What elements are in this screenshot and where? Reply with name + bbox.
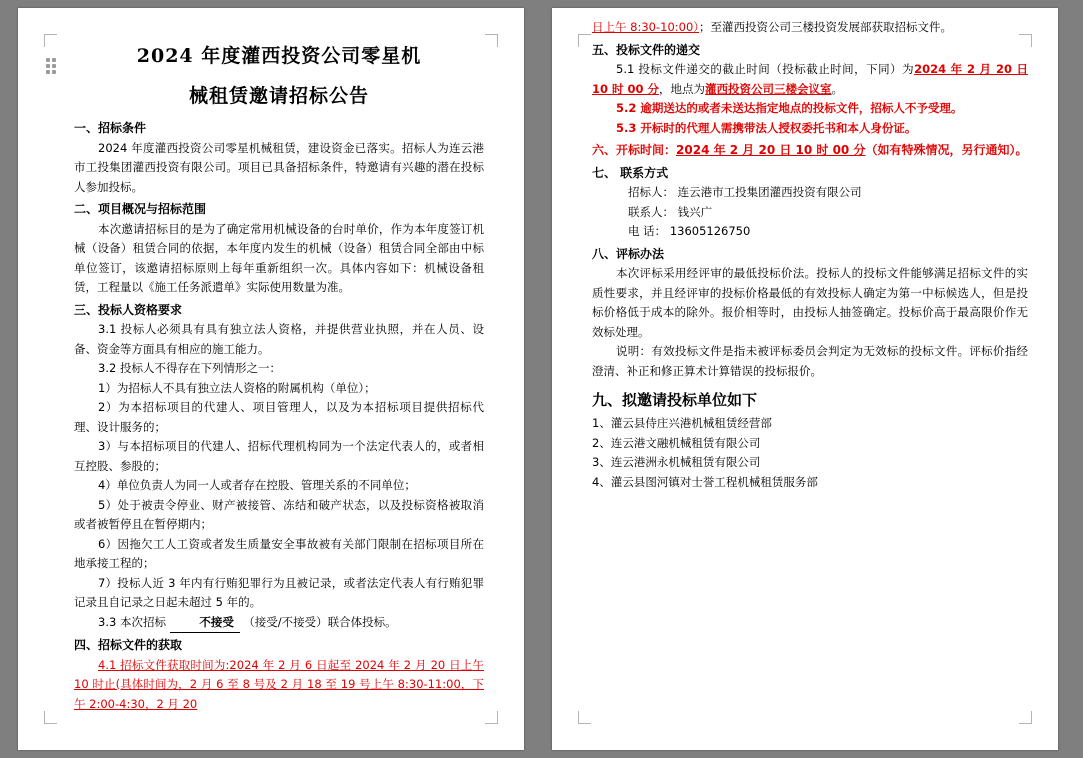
contact-row-person <box>592 203 1028 223</box>
section-3-item-3-1: 3.1 投标人必须具有具有独立法人资格，并提供营业执照，并在人员、设备、资金等方面具有相应的施工能力。 <box>74 322 484 356</box>
section-5-item-5-3: 5.3 开标时的代理人需携带法人授权委托书和本人身份证。 <box>616 120 917 135</box>
section-3-item-3: 3）与本招标项目的代建人、招标代理机构同为一个法定代表人的，或者相互控股、参股的； <box>74 439 484 473</box>
invited-bidder-item-4: 4、灌云县图河镇对士誉工程机械租赁服务部 <box>592 474 818 489</box>
section-3-item-4: 4）单位负责人为同一人或者存在控股、管理关系的不同单位； <box>98 478 416 492</box>
invited-bidder-item-1: 1、灌云县侍庄兴港机械租赁经营部 <box>592 416 772 430</box>
page-title-line1: 2024 年度灌西投资公司零星机 <box>136 45 422 67</box>
crop-mark-bottom-left-right-page <box>578 711 591 724</box>
item-5-1-text1: 5.1 投标文件递交的截止时间（投标截止时间，下同）为 <box>616 62 915 76</box>
continued-line <box>592 18 1028 38</box>
section-2-paragraph: 本次邀请招标目的是为了确定常用机械设备的台时单价，作为本年度签订机械（设备）租赁合同的依据，本年度内发生的机械（设备）租赁合同全部由中标单位签订，该邀请招标原则上每年重新组织一次。具体内容如下：机械设备租赁，工程量以《施工任务派遣单》实际使用数量为准。 <box>74 221 484 294</box>
section-heading-2: 二、项目概况与招标范围 <box>74 202 207 216</box>
crop-mark-top-left <box>44 34 57 47</box>
section-1-paragraph: 2024 年度灌西投资公司零星机械租赁，建设资金已落实。招标人为连云港市工投集团灌西投资有限公司。项目已具备招标条件，特邀请有兴趣的潜在投标人参加投标。 <box>74 140 484 194</box>
section-heading-1: 一、招标条件 <box>74 121 147 135</box>
invited-bidder-item-3: 3、连云港洲永机械租赁有限公司 <box>592 455 761 469</box>
section-heading-8: 八、评标办法 <box>592 246 665 261</box>
section-8-paragraph-2: 说明：有效投标文件是指未被评标委员会判定为无效标的投标文件。评标价指经澄清、补正和修正算术计算错误的投标报价。 <box>592 344 1028 378</box>
drag-handle-icon[interactable] <box>46 58 60 76</box>
section-3-item-6: 6）因拖欠工人工资或者发生质量安全事故被有关部门限制在招标项目所在地承接工程的； <box>74 536 484 570</box>
section-4-item-4-1: 4.1 招标文件获取时间为:2024 年 2 月 6 日起至 2024 年 2 月 20 日上午 10 时止(具体时间为，2 月 6 至 8 号及 2 月 18 至 19 号上午 8:30-11:00，下午 2:00-4:30，2 月 20 <box>74 657 484 711</box>
crop-mark-top-left-right-page <box>578 34 591 47</box>
crop-mark-top-right <box>485 34 498 47</box>
bid-location: 灌西投资公司三楼会议室 <box>705 81 832 96</box>
crop-mark-bottom-right <box>485 711 498 724</box>
section-heading-6 <box>592 141 1028 161</box>
crop-mark-bottom-left <box>44 711 57 724</box>
contact-row-tenderee <box>592 183 1028 203</box>
section-8-paragraph-1: 本次评标采用经评审的最低投标价法。投标人的投标文件能够满足招标文件的实质性要求，并且经评审的投标价格最低的有效投标人确定为第一中标候选人，但是投标价格低于成本的除外。报价相等时，由投标人抽签确定。投标价高于最高限价作无效标处理。 <box>592 266 1028 339</box>
contact-value-tenderee: 连云港市工投集团灌西投资有限公司 <box>677 185 862 199</box>
section-5-item-5-1 <box>592 60 1028 99</box>
section-3-item-3-3 <box>74 613 484 634</box>
right-page-content <box>592 18 1028 492</box>
page-title-line2: 械租赁邀请招标公告 <box>188 85 369 107</box>
contact-label-tenderee: 招标人： <box>628 185 674 199</box>
section-3-item-3-2: 3.2 投标人不得存在下列情形之一： <box>98 361 281 375</box>
contact-label-phone: 电 话： <box>628 224 667 238</box>
contact-label-person: 联系人： <box>628 204 674 219</box>
bid-deadline-datetime: 2024 年 2 月 20 日 10 时 00 分 <box>592 62 1028 96</box>
contact-row-phone <box>592 222 1028 242</box>
joint-bid-blank: 不接受 <box>170 613 240 634</box>
item-5-1-text3: ，地点为 <box>659 81 706 96</box>
continued-line-red: 日上午 8:30-10:00） <box>592 20 700 34</box>
crop-mark-bottom-right-right-page <box>1019 711 1032 724</box>
section-6-label: 六、开标时间： <box>592 143 677 157</box>
section-3-3-prefix: 3.3 本次招标 <box>98 614 166 629</box>
invited-bidder-item-2: 2、连云港文融机械租赁有限公司 <box>592 435 761 450</box>
section-3-item-7: 7）投标人近 3 年内有行贿犯罪行为且被记录，或者法定代表人有行贿犯罪记录且自记录之日起未超过 5 年的。 <box>74 575 484 609</box>
section-3-3-suffix: （接受/不接受）联合体投标。 <box>243 614 397 629</box>
item-5-1-text5: 。 <box>831 81 844 96</box>
section-heading-3: 三、投标人资格要求 <box>74 302 183 317</box>
document-page-right <box>552 8 1058 750</box>
section-heading-5: 五、投标文件的递交 <box>592 42 701 57</box>
document-page-left <box>18 8 524 750</box>
section-3-item-1: 1）为招标人不具有独立法人资格的附属机构（单位）； <box>98 380 376 395</box>
contact-value-person: 钱兴广 <box>677 204 713 219</box>
section-6-note: （如有特殊情况，另行通知）。 <box>865 143 1028 157</box>
section-5-item-5-2: 5.2 逾期送达的或者未送达指定地点的投标文件，招标人不予受理。 <box>616 101 963 115</box>
continued-line-black: ；至灌西投资公司三楼投资发展部获取招标文件。 <box>699 20 953 34</box>
bid-opening-datetime: 2024 年 2 月 20 日 10 时 00 分 <box>676 143 866 157</box>
section-heading-7: 七、 联系方式 <box>592 165 669 180</box>
section-3-item-5: 5）处于被责令停业、财产被接管、冻结和破产状态，以及投标资格被取消或者被暂停且在暂停期内； <box>74 497 484 531</box>
left-page-content <box>74 36 484 714</box>
section-heading-9: 九、拟邀请投标单位如下 <box>592 391 758 409</box>
contact-value-phone: 13605126750 <box>669 224 751 238</box>
section-heading-4: 四、招标文件的获取 <box>74 638 183 652</box>
section-3-item-2: 2）为本招标项目的代建人、项目管理人，以及为本招标项目提供招标代理、设计服务的； <box>74 400 484 434</box>
